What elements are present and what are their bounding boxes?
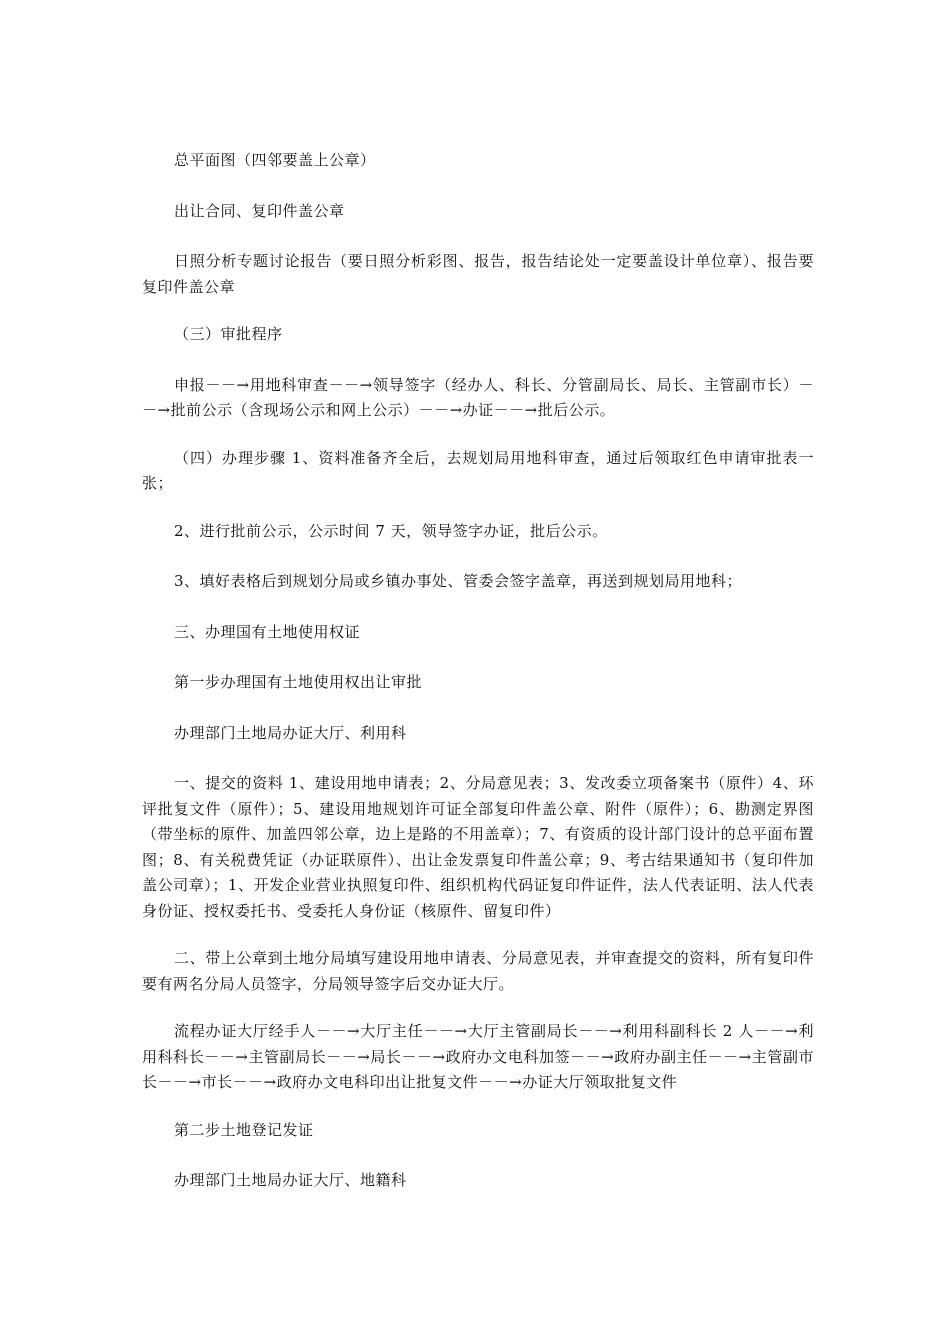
paragraph-procedure-step-3: 3、填好表格后到规划分局或乡镇办事处、管委会签字盖章，再送到规划局用地科； bbox=[174, 572, 743, 590]
paragraph-department-cadastral: 办理部门土地局办证大厅、地籍科 bbox=[174, 1171, 407, 1189]
paragraph-submit-to-branch: 二、带上公章到土地分局填写建设用地申请表、分局意见表，并审查提交的资料，所有复印件要有两名分局人员签字，分局领导签字后交办证大厅。 bbox=[142, 949, 814, 993]
step-heading-registration: 第二步土地登记发证 bbox=[174, 1120, 314, 1139]
paragraph-department-utilization: 办理部门土地局办证大厅、利用科 bbox=[174, 723, 407, 742]
section-heading-approval-procedure: （三）审批程序 bbox=[174, 325, 283, 343]
paragraph-transfer-contract: 出让合同、复印件盖公章 bbox=[174, 201, 345, 220]
paragraph-approval-flow: 申报－－→用地科审查－－→领导签字（经办人、科长、分管副局长、局长、主管副市长）－－→批前公示（含现场公示和网上公示）－－→办证－－→批后公示。 bbox=[142, 375, 814, 419]
paragraph-procedure-step-2: 2、进行批前公示，公示时间 7 天，领导签字办证，批后公示。 bbox=[174, 521, 608, 540]
paragraph-sunlight-report: 日照分析专题讨论报告（要日照分析彩图、报告，报告结论处一定要盖设计单位章）、报告要复印件盖公章 bbox=[142, 252, 814, 296]
paragraph-approval-process-flow: 流程办证大厅经手人－－→大厅主任－－→大厅主管副局长－－→利用科副科长 2 人－－→利用科科长－－→主管副局长－－→局长－－→政府办文电科加签－－→政府办副主任－－→主管副市长－－→市长－－→政府办文电科印出让批复文件－－→办证大厅领取批复文件 bbox=[142, 1022, 814, 1091]
paragraph-required-materials: 一、提交的资料 1、建设用地申请表；2、分局意见表；3、发改委立项备案书（原件）4、环评批复文件（原件）；5、建设用地规划许可证全部复印件盖公章、附件（原件）；6、勘测定界图（带坐标的原件、加盖四邻公章，边上是路的不用盖章）；7、有资质的设计部门设计的总平面布置图；8、有关税费凭证（办证联原件）、出让金发票复印件盖公章；9、考古结果通知书（复印件加盖公司章）；1、开发企业营业执照复印件、组织机构代码证复印件证件，法人代表证明、法人代表身份证、授权委托书、受委托人身份证（核原件、留复印件） bbox=[142, 774, 814, 920]
paragraph-site-plan: 总平面图（四邻要盖上公章） bbox=[174, 151, 376, 169]
document-body bbox=[142, 148, 814, 1194]
section-heading-land-use-certificate: 三、办理国有土地使用权证 bbox=[174, 622, 361, 641]
step-heading-transfer-approval: 第一步办理国有土地使用权出让审批 bbox=[174, 673, 423, 691]
paragraph-procedure-step-1: （四）办理步骤 1、资料准备齐全后，去规划局用地科审查，通过后领取红色申请审批表一张； bbox=[142, 448, 814, 492]
